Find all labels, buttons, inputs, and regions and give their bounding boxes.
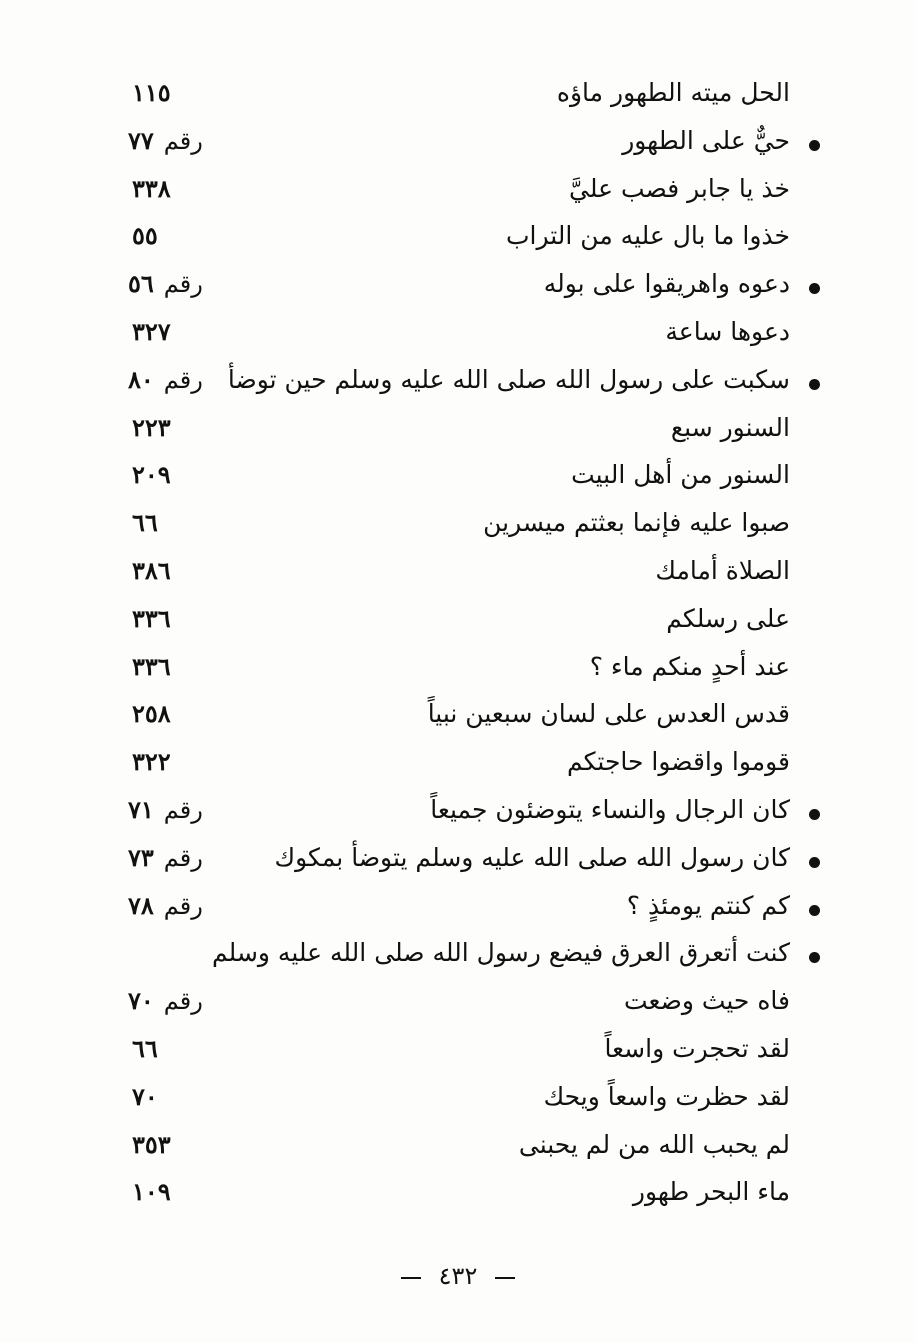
- reference-number: ٣٥٣: [132, 1129, 171, 1159]
- bullet-dot-icon: [809, 952, 820, 963]
- entry-reference: [132, 174, 171, 203]
- entry-text: خذوا ما بال عليه من التراب: [505, 221, 790, 251]
- reference-number: ٥٦: [128, 269, 154, 299]
- bullet-dot-icon: [809, 283, 820, 294]
- reference-label: رقم: [163, 126, 203, 155]
- reference-number: ٧٧: [128, 125, 154, 155]
- index-entry: [0, 407, 916, 455]
- entry-reference: [132, 1034, 158, 1063]
- entry-reference: [132, 460, 171, 489]
- entry-text: الصلاة أمامك: [655, 555, 790, 585]
- index-entry: [0, 741, 916, 789]
- index-entry: [0, 215, 916, 263]
- reference-number: ٧١: [128, 794, 154, 824]
- reference-number: ٢٢٣: [132, 412, 171, 442]
- reference-number: ١٠٩: [132, 1177, 171, 1207]
- entry-reference: [132, 317, 171, 346]
- index-entry: [0, 550, 916, 598]
- page-footer: [0, 1262, 916, 1290]
- reference-number: ٣٢٧: [132, 316, 171, 346]
- entry-text: قدس العدس على لسان سبعين نبياً: [427, 699, 790, 729]
- reference-number: ٧٠: [128, 986, 154, 1016]
- entry-text: خذ يا جابر فصب عليَّ: [569, 173, 790, 203]
- footer-dash-left: [401, 1277, 421, 1279]
- index-entry: [0, 1028, 916, 1076]
- entry-text: لقد تحجرت واسعاً: [604, 1033, 790, 1063]
- index-entry: [0, 1171, 916, 1219]
- entry-text: دعوه واهريقوا على بوله: [543, 269, 790, 299]
- bullet-dot-icon: [809, 809, 820, 820]
- entry-reference: [132, 747, 171, 776]
- index-entry: [0, 980, 916, 1028]
- entry-text: لقد حظرت واسعاً ويحك: [543, 1081, 790, 1111]
- reference-number: ٧٨: [128, 890, 154, 920]
- index-entry: [0, 1076, 916, 1124]
- entry-reference: [128, 891, 203, 920]
- reference-label: رقم: [163, 843, 203, 872]
- index-entry: [0, 837, 916, 885]
- entry-text: فاه حيث وضعت: [623, 986, 790, 1016]
- index-entry: [0, 168, 916, 216]
- entry-text: لم يحبب الله من لم يحبنى: [518, 1129, 790, 1159]
- entry-reference: [132, 221, 158, 250]
- entry-reference: [128, 365, 203, 394]
- reference-label: رقم: [163, 795, 203, 824]
- entry-reference: [132, 1082, 158, 1111]
- index-entry: [0, 693, 916, 741]
- index-entry: [0, 1124, 916, 1172]
- reference-number: ٥٥: [132, 221, 158, 251]
- entry-text: عند أحدٍ منكم ماء ؟: [589, 651, 790, 681]
- entry-text: كان الرجال والنساء يتوضئون جميعاً: [430, 794, 790, 824]
- reference-number: ٧٣: [128, 842, 154, 872]
- index-entry: [0, 263, 916, 311]
- index-entry: [0, 72, 916, 120]
- entry-reference: [132, 413, 171, 442]
- entry-reference: [132, 78, 171, 107]
- entry-reference: [132, 1177, 171, 1206]
- reference-number: ٧٠: [132, 1081, 158, 1111]
- entry-text: كان رسول الله صلى الله عليه وسلم يتوضأ بمكوك: [274, 842, 790, 872]
- bullet-dot-icon: [809, 905, 820, 916]
- entry-reference: [128, 126, 203, 155]
- index-entry: [0, 646, 916, 694]
- entry-reference: [128, 269, 203, 298]
- footer-dash-right: [495, 1277, 515, 1279]
- bullet-dot-icon: [809, 857, 820, 868]
- reference-number: ٣٣٦: [132, 651, 171, 681]
- reference-label: رقم: [163, 365, 203, 394]
- reference-number: ١١٥: [132, 78, 171, 107]
- entry-text: ماء البحر طهور: [632, 1177, 790, 1207]
- reference-label: رقم: [163, 987, 203, 1016]
- entry-text: على رسلكم: [666, 603, 790, 633]
- entry-reference: [128, 795, 203, 824]
- index-entry: [0, 932, 916, 980]
- entry-text: سكبت على رسول الله صلى الله عليه وسلم حين توضأ: [227, 364, 790, 394]
- index-entry: [0, 502, 916, 550]
- entry-reference: [128, 843, 203, 872]
- bullet-dot-icon: [809, 379, 820, 390]
- reference-number: ٣٣٦: [132, 603, 171, 633]
- reference-number: ٣٢٢: [132, 747, 171, 777]
- index-entry: [0, 120, 916, 168]
- entry-text: حيٌّ على الطهور: [622, 125, 790, 155]
- entry-text: السنور سبع: [670, 412, 790, 442]
- reference-label: رقم: [163, 891, 203, 920]
- index-entry: [0, 359, 916, 407]
- entry-reference: [132, 556, 171, 585]
- reference-number: ٢٠٩: [132, 460, 171, 490]
- entry-text: قوموا واقضوا حاجتكم: [566, 747, 790, 777]
- index-entry: [0, 311, 916, 359]
- reference-number: ٦٦: [132, 508, 158, 538]
- index-entry: [0, 454, 916, 502]
- bullet-dot-icon: [809, 140, 820, 151]
- index-list: [0, 72, 916, 1219]
- entry-text: كنت أتعرق العرق فيضع رسول الله صلى الله عليه وسلم: [212, 938, 790, 968]
- entry-text: دعوها ساعة: [665, 316, 790, 346]
- index-entry: [0, 885, 916, 933]
- reference-number: ٨٠: [128, 364, 154, 394]
- entry-reference: [132, 699, 171, 728]
- entry-reference: [132, 652, 171, 681]
- reference-number: ٢٥٨: [132, 699, 171, 729]
- index-entry: [0, 789, 916, 837]
- entry-reference: [132, 508, 158, 537]
- entry-text: الحل ميته الطهور ماؤه: [556, 78, 790, 107]
- entry-text: كم كنتم يومئذٍ ؟: [626, 890, 790, 920]
- reference-number: ٣٣٨: [132, 173, 171, 203]
- entry-text: السنور من أهل البيت: [571, 460, 790, 490]
- reference-label: رقم: [163, 270, 203, 299]
- reference-number: ٣٨٦: [132, 555, 171, 585]
- entry-reference: [132, 604, 171, 633]
- index-entry: [0, 598, 916, 646]
- entry-reference: [132, 1130, 171, 1159]
- entry-reference: [128, 986, 203, 1015]
- entry-text: صبوا عليه فإنما بعثتم ميسرين: [483, 508, 790, 538]
- reference-number: ٦٦: [132, 1033, 158, 1063]
- page-number: ٤٣٢: [438, 1262, 478, 1290]
